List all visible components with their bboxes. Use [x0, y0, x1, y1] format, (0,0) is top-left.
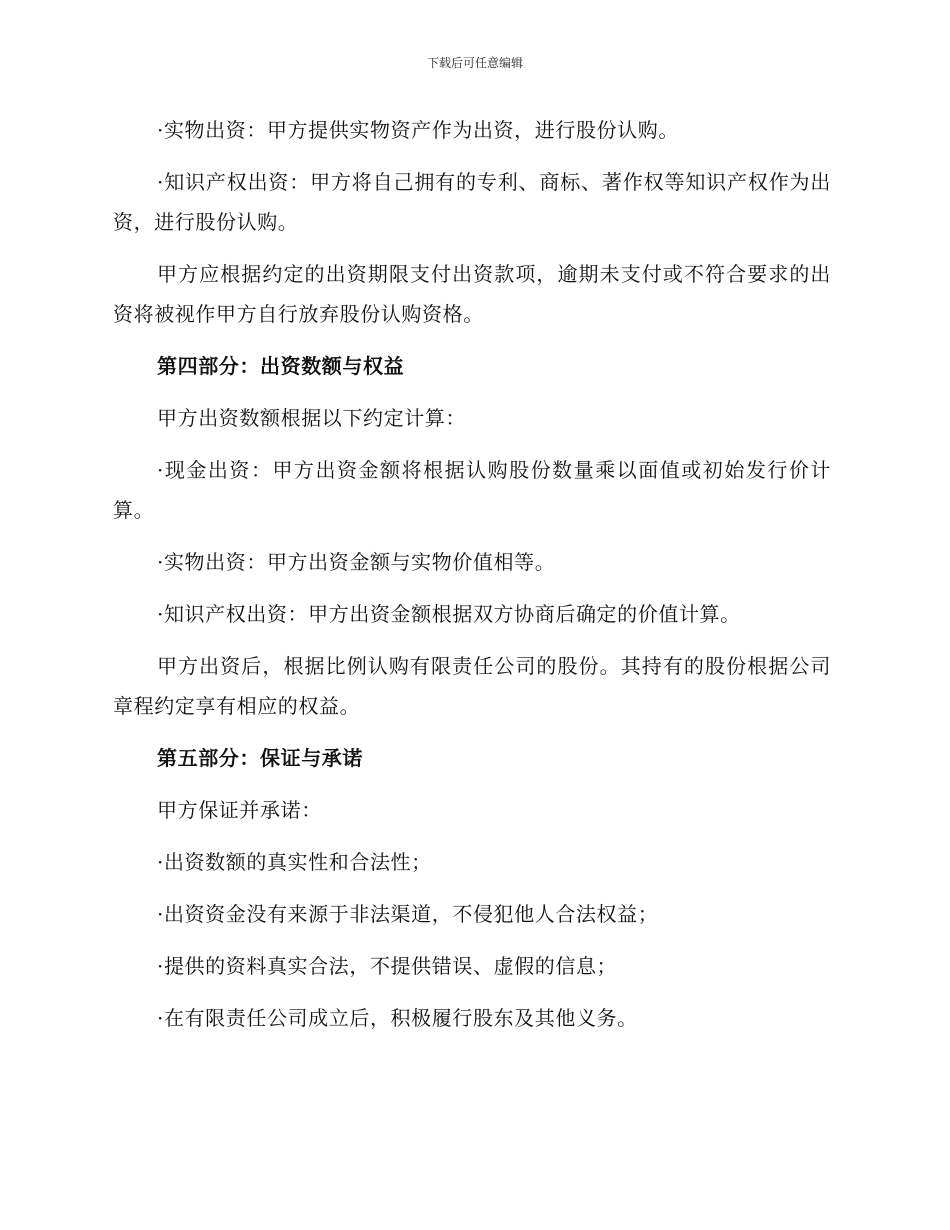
paragraph-guarantee-intro: 甲方保证并承诺： [157, 798, 322, 822]
paragraph-physical-contribution: ·实物出资：甲方提供实物资产作为出资，进行股份认购。 [157, 118, 679, 142]
paragraph-physical-calculation: ·实物出资：甲方出资金额与实物价值相等。 [157, 550, 556, 574]
paragraph-cash-calculation: ·现金出资：甲方出资金额将根据认购股份数量乘以面值或初始发行价计算。 [113, 458, 831, 522]
section-heading-part-five: 第五部分：保证与承诺 [157, 746, 363, 770]
paragraph-calculation-intro: 甲方出资数额根据以下约定计算： [157, 406, 466, 430]
paragraph-guarantee-authenticity: ·出资数额的真实性和合法性； [157, 850, 432, 874]
paragraph-guarantee-obligations: ·在有限责任公司成立后，积极履行股东及其他义务。 [157, 1006, 638, 1030]
paragraph-ip-calculation: ·知识产权出资：甲方出资金额根据双方协商后确定的价值计算。 [157, 602, 741, 626]
paragraph-payment-deadline: 甲方应根据约定的出资期限支付出资款项，逾期未支付或不符合要求的出资将被视作甲方自行放弃股份认购资格。 [113, 262, 831, 326]
paragraph-guarantee-information: ·提供的资料真实合法，不提供错误、虚假的信息； [157, 954, 618, 978]
page-header: 下载后可任意编辑 [426, 56, 523, 70]
document-body [113, 110, 831, 1050]
paragraph-shares-rights: 甲方出资后，根据比例认购有限责任公司的股份。其持有的股份根据公司章程约定享有相应的权益。 [113, 654, 831, 718]
paragraph-ip-contribution: ·知识产权出资：甲方将自己拥有的专利、商标、著作权等知识产权作为出资，进行股份认购。 [113, 170, 831, 234]
paragraph-guarantee-funds: ·出资资金没有来源于非法渠道，不侵犯他人合法权益； [157, 902, 659, 926]
section-heading-part-four: 第四部分：出资数额与权益 [157, 354, 405, 378]
